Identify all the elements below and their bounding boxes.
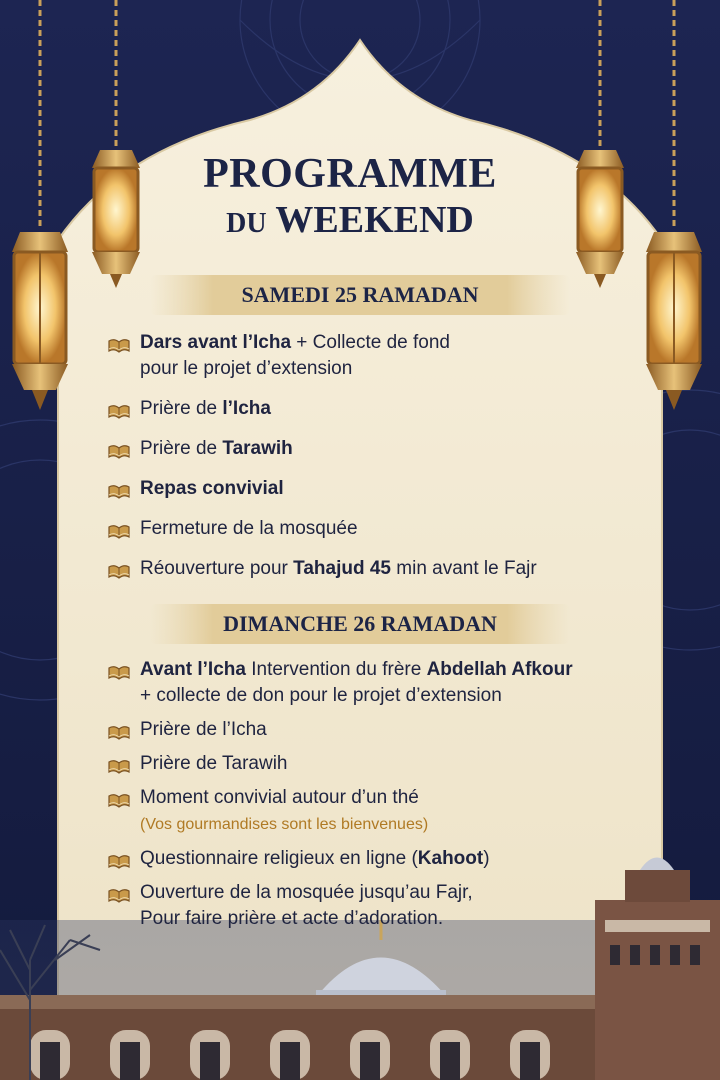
list-item: [108, 880, 668, 932]
item-text: Prière de Tarawih: [140, 753, 288, 774]
book-quran-icon: [108, 851, 130, 867]
item-text: Prière de: [140, 438, 223, 459]
list-item: [108, 846, 668, 872]
item-text: Questionnaire religieux en ligne (: [140, 848, 418, 869]
title-line-1: PROGRAMME: [203, 151, 497, 197]
item-text: Réouverture pour: [140, 558, 294, 579]
item-bold: Avant l’Icha: [140, 659, 246, 680]
sunday-label: DIMANCHE 26 RAMADAN: [223, 611, 497, 636]
saturday-label: SAMEDI 25 RAMADAN: [241, 282, 479, 307]
item-text: ): [483, 848, 490, 869]
book-quran-icon: [108, 790, 130, 806]
book-quran-icon: [108, 441, 130, 457]
item-bold: Dars avant l’Icha: [140, 332, 292, 353]
list-item: [108, 657, 668, 709]
item-bold: l’Icha: [222, 398, 271, 419]
list-item: [108, 751, 668, 777]
item-bold: Tahajud 45: [293, 558, 391, 579]
item-text: + Collecte de fond: [291, 332, 450, 353]
saturday-banner: [180, 275, 540, 315]
book-quran-icon: [108, 481, 130, 497]
book-quran-icon: [108, 561, 130, 577]
item-line2: pour le projet d’extension: [140, 358, 353, 379]
book-quran-icon: [108, 335, 130, 351]
list-item: [108, 785, 668, 838]
item-bold: Repas convivial: [140, 478, 284, 499]
list-item: [108, 717, 668, 743]
book-quran-icon: [108, 662, 130, 678]
saturday-list: [108, 330, 668, 582]
list-item: [108, 556, 668, 582]
book-quran-icon: [108, 722, 130, 738]
list-item: [108, 516, 668, 542]
item-text: Fermeture de la mosquée: [140, 518, 358, 539]
item-line2: + collecte de don pour le projet d’extension: [140, 685, 502, 706]
book-quran-icon: [108, 521, 130, 537]
item-bold: Kahoot: [417, 848, 484, 869]
item-bold: Abdellah Afkour: [426, 659, 573, 680]
book-quran-icon: [108, 756, 130, 772]
sunday-list: [108, 657, 668, 932]
list-item: [108, 330, 668, 382]
list-item: [108, 476, 668, 502]
list-item: [108, 396, 668, 422]
item-text: Moment convivial autour d’un thé: [140, 787, 419, 808]
title-du: DU: [226, 208, 267, 239]
book-quran-icon: [108, 401, 130, 417]
title-line-2: [130, 198, 570, 242]
sunday-banner: [180, 604, 540, 644]
list-item: [108, 436, 668, 462]
item-text: Prière de l’Icha: [140, 719, 267, 740]
item-line2: Pour faire prière et acte d’adoration.: [140, 908, 444, 929]
title-weekend: WEEKEND: [275, 199, 474, 241]
item-subnote: (Vos gourmandises sont les bienvenues): [140, 816, 429, 833]
item-text: Intervention du frère: [245, 659, 427, 680]
item-text: Prière de: [140, 398, 223, 419]
item-text: Ouverture de la mosquée jusqu’au Fajr,: [140, 882, 473, 903]
book-quran-icon: [108, 885, 130, 901]
item-text: min avant le Fajr: [391, 558, 537, 579]
item-bold: Tarawih: [222, 438, 293, 459]
